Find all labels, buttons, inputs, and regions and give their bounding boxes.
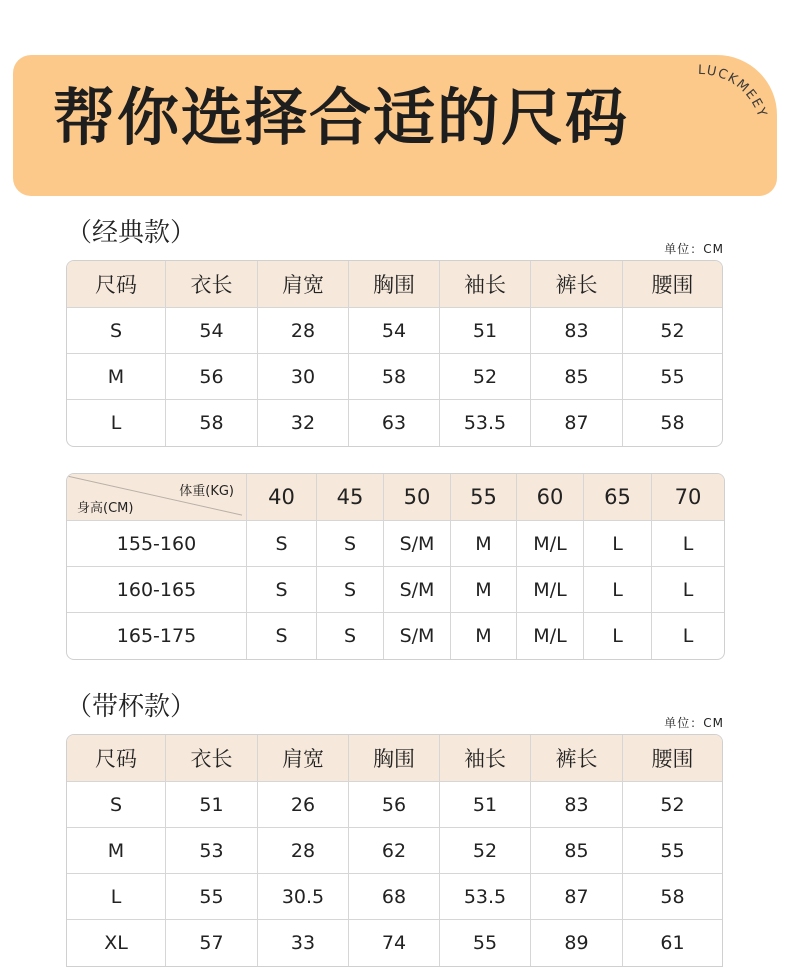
table-cell: 26 [258, 782, 349, 828]
table-cell: 83 [531, 308, 623, 354]
table-cell: 53 [166, 828, 258, 874]
table-cell: M/L [517, 613, 584, 659]
table-cell: S [317, 567, 384, 613]
brand-text: LUCKMEEY [697, 62, 770, 121]
table-cell: M [451, 567, 517, 613]
table-cell: 87 [531, 874, 623, 920]
height-axis-label: 身高(CM) [77, 501, 134, 516]
table-cell: S [317, 521, 384, 567]
table-cell: L [584, 613, 652, 659]
table-cell: 87 [531, 400, 623, 446]
table-cell: XL [67, 920, 166, 966]
table-cell: 85 [531, 354, 623, 400]
table-cell: 57 [166, 920, 258, 966]
table-cell: S [247, 521, 317, 567]
cup-section-title: （带杯款） [66, 692, 197, 722]
table-cell: 33 [258, 920, 349, 966]
header-cell: 袖长 [440, 735, 531, 782]
table-row [67, 521, 724, 567]
table-cell: 85 [531, 828, 623, 874]
table-cell: 62 [349, 828, 440, 874]
header-cell: 腰围 [623, 735, 722, 782]
classic-section-title: （经典款） [66, 218, 197, 248]
table-cell: 55 [623, 354, 722, 400]
table-cell: 58 [166, 400, 258, 446]
table-cell: M [451, 613, 517, 659]
table-cell: S [247, 613, 317, 659]
table-cell: 52 [623, 782, 722, 828]
table-cell: M/L [517, 521, 584, 567]
header-cell: 袖长 [440, 261, 531, 308]
height-range-cell: 160-165 [67, 567, 247, 613]
brand-logo [690, 62, 770, 152]
table-cell: 52 [623, 308, 722, 354]
table-cell: 68 [349, 874, 440, 920]
table-cell: S/M [384, 521, 451, 567]
classic-unit-label: 单位：CM [664, 242, 724, 256]
table-cell: S/M [384, 613, 451, 659]
table-cell: 61 [660, 932, 685, 954]
table-row [67, 613, 724, 659]
table-cell: 51 [440, 308, 531, 354]
table-cell: M [451, 521, 517, 567]
weight-header-cell: 60 [517, 474, 584, 521]
height-range-cell: 165-175 [67, 613, 247, 659]
table-row [67, 308, 722, 354]
weight-height-table [66, 473, 725, 660]
table-cell: L [652, 567, 724, 613]
table-cell: M [67, 828, 166, 874]
table-cell: 63 [349, 400, 440, 446]
table-cell: L [67, 874, 166, 920]
header-cell: 衣长 [166, 261, 258, 308]
weight-header-cell: 50 [384, 474, 451, 521]
table-cell: S [317, 613, 384, 659]
header-cell: 肩宽 [258, 261, 349, 308]
weight-header-cell: 65 [584, 474, 652, 521]
cup-size-table [66, 734, 723, 967]
header-banner [13, 55, 777, 196]
table-cell: L [584, 521, 652, 567]
header-cell: 腰围 [623, 261, 722, 308]
table-cell: 28 [258, 308, 349, 354]
table-cell: 54 [349, 308, 440, 354]
table-header-row [67, 261, 722, 308]
header-cell: 胸围 [349, 261, 440, 308]
header-cell: 尺码 [67, 261, 166, 308]
header-cell: 裤长 [531, 261, 623, 308]
table-cell: 55 [623, 828, 722, 874]
weight-axis-label: 体重(KG) [179, 484, 234, 499]
table-cell: 55 [166, 874, 258, 920]
table-cell: 89 [531, 920, 623, 966]
table-cell: S [67, 782, 166, 828]
table-cell: 55 [440, 920, 531, 966]
table-cell: 54 [166, 308, 258, 354]
table-cell: 58 [623, 874, 722, 920]
table-row [67, 828, 722, 874]
table-cell: L [682, 625, 694, 647]
table-cell: 56 [349, 782, 440, 828]
table-row [67, 920, 722, 966]
table-header-row [67, 474, 724, 521]
table-cell: 53.5 [440, 400, 531, 446]
cup-unit-label: 单位：CM [664, 716, 724, 730]
weight-header-cell: 70 [652, 474, 724, 521]
header-cell: 尺码 [67, 735, 166, 782]
header-cell: 肩宽 [258, 735, 349, 782]
table-cell: 83 [531, 782, 623, 828]
table-cell: 52 [440, 354, 531, 400]
table-cell: 32 [258, 400, 349, 446]
header-cell: 胸围 [349, 735, 440, 782]
table-cell: S [67, 308, 166, 354]
table-row [67, 400, 722, 446]
table-cell: 51 [440, 782, 531, 828]
table-row [67, 782, 722, 828]
table-cell: S [247, 567, 317, 613]
table-cell: 52 [440, 828, 531, 874]
table-cell: M [67, 354, 166, 400]
height-range-cell: 155-160 [67, 521, 247, 567]
table-cell: 56 [166, 354, 258, 400]
weight-header-cell: 40 [247, 474, 317, 521]
weight-header-cell: 55 [451, 474, 517, 521]
table-cell: 28 [258, 828, 349, 874]
header-cell: 衣长 [166, 735, 258, 782]
table-cell: L [67, 400, 166, 446]
table-row [67, 354, 722, 400]
classic-size-table [66, 260, 723, 447]
table-header-row [67, 735, 722, 782]
svg-text:LUCKMEEY [698, 63, 770, 120]
table-cell: 30.5 [258, 874, 349, 920]
table-cell: 30 [258, 354, 349, 400]
table-cell: S/M [384, 567, 451, 613]
table-cell: 53.5 [440, 874, 531, 920]
table-row [67, 874, 722, 920]
corner-header-cell [67, 474, 247, 521]
table-cell: 58 [660, 412, 685, 434]
table-cell: M/L [517, 567, 584, 613]
header-cell: 裤长 [531, 735, 623, 782]
page-title: 帮你选择合适的尺码 [53, 81, 630, 154]
weight-header-cell: 45 [317, 474, 384, 521]
table-cell: 58 [349, 354, 440, 400]
table-cell: L [584, 567, 652, 613]
table-cell: 74 [349, 920, 440, 966]
table-row [67, 567, 724, 613]
table-cell: L [652, 521, 724, 567]
table-cell: 51 [166, 782, 258, 828]
